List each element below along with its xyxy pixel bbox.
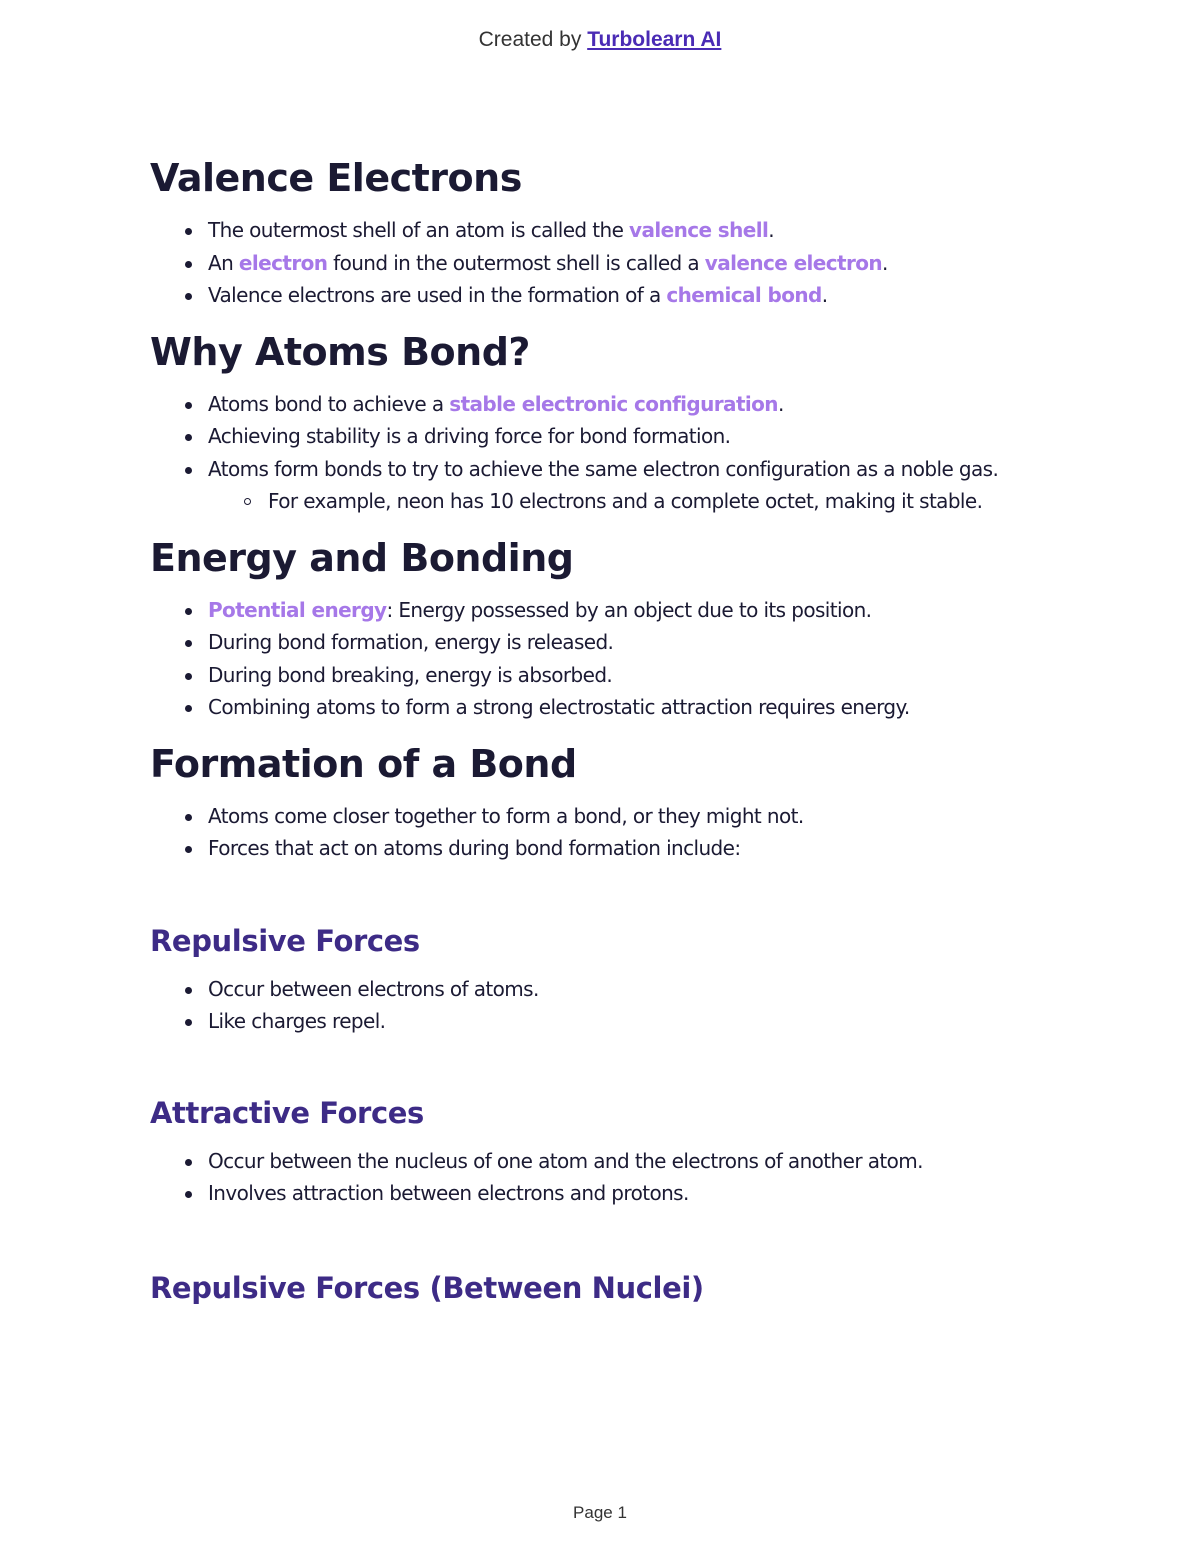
- created-by-text: Created by: [478, 28, 588, 51]
- term-electron: electron: [238, 250, 328, 275]
- sub-list-item: For example, neon has 10 electrons and a complete octet, making it stable.: [268, 485, 1050, 518]
- list-item: Like charges repel.: [208, 1005, 1050, 1038]
- list-item: Occur between the nucleus of one atom and the electrons of another atom.: [208, 1145, 1050, 1178]
- list-item: Occur between electrons of atoms.: [208, 973, 1050, 1006]
- list-item: Atoms come closer together to form a bond, or they might not.: [208, 800, 1050, 833]
- heading-valence-electrons: Valence Electrons: [150, 156, 522, 200]
- document-body: [150, 150, 1050, 1310]
- list-item: Valence electrons are used in the formation of a chemical bond.: [208, 279, 1050, 312]
- list-item: During bond formation, energy is released.: [208, 626, 1050, 659]
- page-number: Page 1: [573, 1503, 627, 1522]
- list-item: Achieving stability is a driving force for bond formation.: [208, 420, 1050, 453]
- formation-list: [150, 800, 1050, 865]
- list-item: An electron found in the outermost shell is called a valence electron.: [208, 247, 1050, 280]
- list-item: Combining atoms to form a strong electrostatic attraction requires energy.: [208, 691, 1050, 724]
- list-item: Involves attraction between electrons and protons.: [208, 1177, 1050, 1210]
- turbolearn-link[interactable]: Turbolearn AI: [587, 28, 722, 51]
- heading-repulsive-nuclei: Repulsive Forces (Between Nuclei): [150, 1270, 704, 1305]
- list-item: Potential energy: Energy possessed by an object due to its position.: [208, 594, 1050, 627]
- list-item: The outermost shell of an atom is called the valence shell.: [208, 214, 1050, 247]
- why-list: [150, 388, 1050, 518]
- list-item: During bond breaking, energy is absorbed.: [208, 659, 1050, 692]
- term-valence-shell: valence shell: [629, 218, 769, 242]
- list-item: Forces that act on atoms during bond formation include:: [208, 832, 1050, 865]
- term-potential-energy: Potential energy: [208, 597, 387, 622]
- heading-formation-bond: Formation of a Bond: [150, 741, 577, 786]
- term-valence-electron: valence electron: [704, 250, 883, 275]
- list-item: Atoms form bonds to try to achieve the same electron configuration as a noble gas. For example, neon has 10 electrons and a complete octet, making it stable.: [208, 453, 1050, 518]
- heading-attractive-forces: Attractive Forces: [150, 1095, 424, 1130]
- page-footer: [0, 1503, 1200, 1523]
- heading-repulsive-forces: Repulsive Forces: [150, 923, 420, 958]
- term-stable-config: stable electronic configuration: [449, 391, 778, 416]
- repulsive-list: [150, 973, 1050, 1038]
- page-header: [0, 28, 1200, 52]
- heading-energy-bonding: Energy and Bonding: [150, 535, 574, 580]
- heading-why-atoms-bond: Why Atoms Bond?: [150, 329, 530, 374]
- term-chemical-bond: chemical bond: [666, 283, 822, 307]
- attractive-list: [150, 1145, 1050, 1210]
- valence-list: [150, 214, 1050, 312]
- list-item: Atoms bond to achieve a stable electronic configuration.: [208, 388, 1050, 421]
- energy-list: [150, 594, 1050, 724]
- why-sublist: [208, 485, 1050, 518]
